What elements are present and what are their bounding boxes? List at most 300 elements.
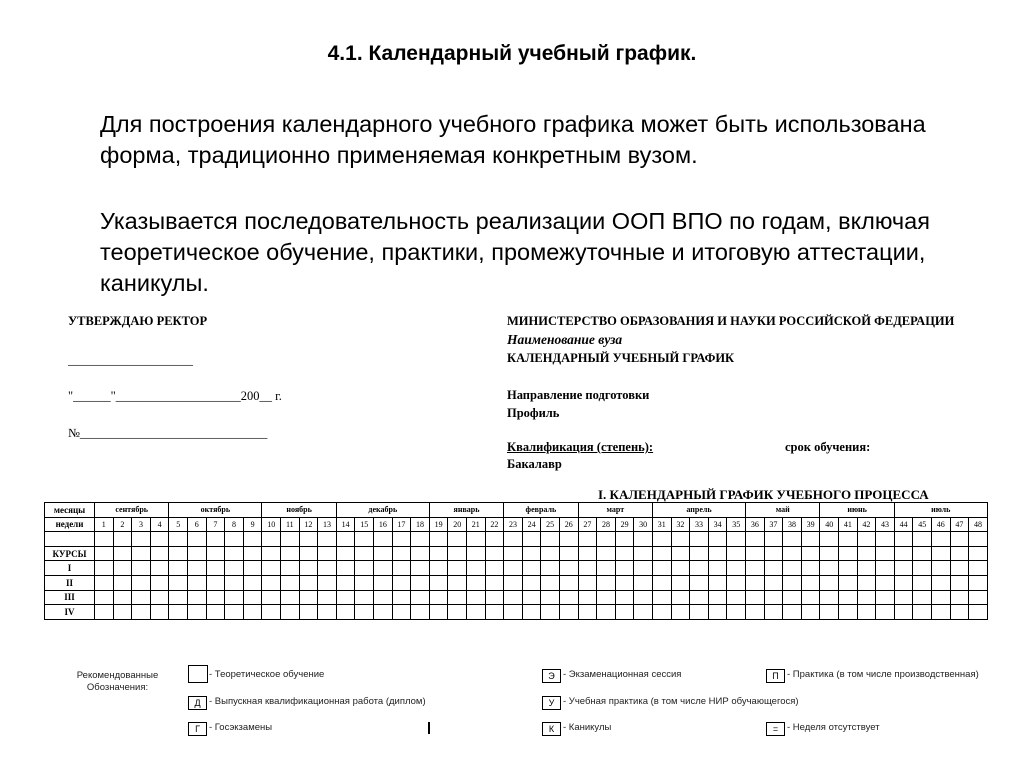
schedule-cell[interactable] [113, 532, 132, 547]
schedule-cell[interactable] [243, 561, 262, 576]
schedule-cell[interactable] [876, 605, 895, 620]
schedule-cell[interactable] [653, 575, 672, 590]
schedule-cell[interactable] [522, 605, 541, 620]
schedule-cell[interactable] [783, 532, 802, 547]
schedule-cell[interactable] [374, 590, 393, 605]
schedule-cell[interactable] [374, 605, 393, 620]
schedule-cell[interactable] [634, 575, 653, 590]
schedule-cell[interactable] [801, 575, 820, 590]
schedule-cell[interactable] [913, 575, 932, 590]
schedule-cell[interactable] [392, 575, 411, 590]
schedule-cell[interactable] [746, 605, 765, 620]
schedule-cell[interactable] [522, 532, 541, 547]
schedule-cell[interactable] [206, 605, 225, 620]
schedule-cell[interactable] [281, 561, 300, 576]
schedule-cell[interactable] [634, 546, 653, 561]
schedule-cell[interactable] [466, 532, 485, 547]
schedule-cell[interactable] [950, 546, 969, 561]
schedule-cell[interactable] [894, 590, 913, 605]
schedule-cell[interactable] [95, 575, 114, 590]
schedule-cell[interactable] [578, 546, 597, 561]
schedule-cell[interactable] [466, 561, 485, 576]
schedule-cell[interactable] [411, 546, 430, 561]
schedule-cell[interactable] [318, 561, 337, 576]
schedule-cell[interactable] [839, 590, 858, 605]
schedule-cell[interactable] [876, 575, 895, 590]
schedule-cell[interactable] [504, 546, 523, 561]
schedule-cell[interactable] [132, 590, 151, 605]
schedule-cell[interactable] [671, 575, 690, 590]
schedule-cell[interactable] [485, 575, 504, 590]
schedule-cell[interactable] [820, 546, 839, 561]
schedule-cell[interactable] [950, 561, 969, 576]
schedule-cell[interactable] [318, 575, 337, 590]
schedule-cell[interactable] [150, 575, 169, 590]
schedule-cell[interactable] [727, 561, 746, 576]
schedule-cell[interactable] [318, 590, 337, 605]
schedule-cell[interactable] [820, 575, 839, 590]
schedule-cell[interactable] [448, 532, 467, 547]
schedule-cell[interactable] [578, 590, 597, 605]
schedule-cell[interactable] [708, 590, 727, 605]
week-number-cell: 24 [522, 517, 541, 532]
schedule-cell[interactable] [708, 575, 727, 590]
schedule-cell[interactable] [281, 575, 300, 590]
schedule-cell[interactable] [206, 546, 225, 561]
schedule-cell[interactable] [931, 546, 950, 561]
schedule-cell[interactable] [243, 575, 262, 590]
schedule-cell[interactable] [746, 575, 765, 590]
schedule-cell[interactable] [690, 605, 709, 620]
schedule-cell[interactable] [448, 590, 467, 605]
week-number-cell: 14 [336, 517, 355, 532]
schedule-cell[interactable] [336, 605, 355, 620]
schedule-cell[interactable] [299, 561, 318, 576]
schedule-cell[interactable] [429, 605, 448, 620]
schedule-cell[interactable] [429, 561, 448, 576]
schedule-cell[interactable] [559, 605, 578, 620]
schedule-cell[interactable] [690, 590, 709, 605]
schedule-cell[interactable] [243, 546, 262, 561]
week-number-cell: 1 [95, 517, 114, 532]
schedule-cell[interactable] [299, 546, 318, 561]
schedule-cell[interactable] [299, 575, 318, 590]
schedule-cell[interactable] [597, 546, 616, 561]
schedule-cell[interactable] [690, 561, 709, 576]
schedule-cell[interactable] [931, 605, 950, 620]
schedule-cell[interactable] [448, 546, 467, 561]
schedule-cell[interactable] [522, 575, 541, 590]
schedule-cell[interactable] [876, 532, 895, 547]
schedule-cell[interactable] [615, 532, 634, 547]
schedule-cell[interactable] [466, 590, 485, 605]
schedule-cell[interactable] [764, 575, 783, 590]
schedule-cell[interactable] [225, 546, 244, 561]
schedule-cell[interactable] [95, 605, 114, 620]
schedule-cell[interactable] [690, 575, 709, 590]
schedule-cell[interactable] [671, 561, 690, 576]
schedule-cell[interactable] [336, 575, 355, 590]
schedule-cell[interactable] [262, 546, 281, 561]
schedule-cell[interactable] [913, 532, 932, 547]
week-number-cell: 19 [429, 517, 448, 532]
schedule-cell[interactable] [355, 546, 374, 561]
schedule-cell[interactable] [504, 590, 523, 605]
schedule-cell[interactable] [169, 590, 188, 605]
schedule-cell[interactable] [634, 532, 653, 547]
schedule-cell[interactable] [783, 546, 802, 561]
schedule-cell[interactable] [262, 561, 281, 576]
schedule-cell[interactable] [522, 546, 541, 561]
schedule-cell[interactable] [187, 590, 206, 605]
schedule-cell[interactable] [578, 532, 597, 547]
courses-header-row-label: КУРСЫ [45, 546, 95, 561]
schedule-cell[interactable] [876, 561, 895, 576]
schedule-cell[interactable] [783, 605, 802, 620]
schedule-cell[interactable] [225, 532, 244, 547]
schedule-cell[interactable] [448, 605, 467, 620]
schedule-cell[interactable] [746, 532, 765, 547]
schedule-cell[interactable] [857, 546, 876, 561]
schedule-cell[interactable] [150, 605, 169, 620]
schedule-cell[interactable] [132, 546, 151, 561]
schedule-cell[interactable] [820, 561, 839, 576]
schedule-cell[interactable] [671, 605, 690, 620]
schedule-cell[interactable] [597, 575, 616, 590]
schedule-cell[interactable] [708, 546, 727, 561]
schedule-cell[interactable] [578, 605, 597, 620]
schedule-cell[interactable] [132, 532, 151, 547]
schedule-cell[interactable] [727, 532, 746, 547]
schedule-cell[interactable] [262, 532, 281, 547]
schedule-cell[interactable] [504, 532, 523, 547]
schedule-cell[interactable] [225, 561, 244, 576]
schedule-cell[interactable] [857, 532, 876, 547]
schedule-cell[interactable] [746, 546, 765, 561]
schedule-cell[interactable] [466, 605, 485, 620]
schedule-cell[interactable] [429, 546, 448, 561]
week-number-cell: 17 [392, 517, 411, 532]
schedule-cell[interactable] [559, 546, 578, 561]
schedule-cell[interactable] [950, 532, 969, 547]
text-cursor [428, 722, 430, 734]
schedule-cell[interactable] [485, 605, 504, 620]
schedule-cell[interactable] [894, 605, 913, 620]
schedule-cell[interactable] [504, 575, 523, 590]
schedule-cell[interactable] [783, 590, 802, 605]
schedule-cell[interactable] [243, 532, 262, 547]
schedule-cell[interactable] [336, 590, 355, 605]
schedule-cell[interactable] [559, 561, 578, 576]
schedule-cell[interactable] [169, 605, 188, 620]
schedule-cell[interactable] [559, 575, 578, 590]
schedule-cell[interactable] [374, 561, 393, 576]
schedule-cell[interactable] [411, 561, 430, 576]
schedule-cell[interactable] [206, 575, 225, 590]
schedule-cell[interactable] [931, 532, 950, 547]
schedule-cell[interactable] [206, 532, 225, 547]
schedule-cell[interactable] [615, 605, 634, 620]
schedule-cell[interactable] [299, 605, 318, 620]
schedule-cell[interactable] [820, 590, 839, 605]
schedule-cell[interactable] [466, 546, 485, 561]
schedule-cell[interactable] [969, 561, 988, 576]
schedule-cell[interactable] [727, 605, 746, 620]
schedule-cell[interactable] [150, 546, 169, 561]
schedule-cell[interactable] [336, 561, 355, 576]
schedule-cell[interactable] [931, 590, 950, 605]
schedule-cell[interactable] [615, 561, 634, 576]
schedule-cell[interactable] [299, 532, 318, 547]
schedule-cell[interactable] [411, 605, 430, 620]
schedule-cell[interactable] [169, 546, 188, 561]
schedule-cell[interactable] [281, 532, 300, 547]
schedule-cell[interactable] [541, 575, 560, 590]
schedule-cell[interactable] [206, 561, 225, 576]
schedule-cell[interactable] [913, 590, 932, 605]
schedule-cell[interactable] [764, 590, 783, 605]
schedule-cell[interactable] [113, 575, 132, 590]
schedule-cell[interactable] [913, 561, 932, 576]
schedule-cell[interactable] [894, 561, 913, 576]
schedule-cell[interactable] [132, 575, 151, 590]
schedule-cell[interactable] [839, 561, 858, 576]
schedule-cell[interactable] [969, 532, 988, 547]
schedule-cell[interactable] [150, 590, 169, 605]
schedule-cell[interactable] [671, 546, 690, 561]
schedule-cell[interactable] [690, 546, 709, 561]
week-number-cell: 47 [950, 517, 969, 532]
schedule-cell[interactable] [950, 590, 969, 605]
schedule-cell[interactable] [801, 561, 820, 576]
schedule-cell[interactable] [169, 575, 188, 590]
schedule-cell[interactable] [634, 561, 653, 576]
schedule-cell[interactable] [969, 590, 988, 605]
schedule-cell[interactable] [541, 561, 560, 576]
schedule-cell[interactable] [541, 590, 560, 605]
schedule-cell[interactable] [653, 590, 672, 605]
schedule-cell[interactable] [169, 561, 188, 576]
schedule-cell[interactable] [429, 532, 448, 547]
schedule-cell[interactable] [913, 546, 932, 561]
schedule-cell[interactable] [243, 590, 262, 605]
schedule-cell[interactable] [392, 546, 411, 561]
schedule-cell[interactable] [746, 590, 765, 605]
schedule-cell[interactable] [764, 532, 783, 547]
schedule-cell[interactable] [355, 605, 374, 620]
schedule-cell[interactable] [95, 546, 114, 561]
schedule-cell[interactable] [708, 561, 727, 576]
schedule-cell[interactable] [578, 575, 597, 590]
week-number-cell: 30 [634, 517, 653, 532]
schedule-cell[interactable] [783, 575, 802, 590]
schedule-cell[interactable] [95, 532, 114, 547]
schedule-cell[interactable] [653, 532, 672, 547]
schedule-cell[interactable] [801, 590, 820, 605]
schedule-cell[interactable] [541, 546, 560, 561]
schedule-cell[interactable] [374, 575, 393, 590]
schedule-cell[interactable] [281, 590, 300, 605]
schedule-cell[interactable] [764, 546, 783, 561]
schedule-cell[interactable] [262, 605, 281, 620]
schedule-cell[interactable] [653, 605, 672, 620]
schedule-cell[interactable] [671, 532, 690, 547]
schedule-cell[interactable] [969, 605, 988, 620]
schedule-cell[interactable] [727, 590, 746, 605]
schedule-cell[interactable] [504, 605, 523, 620]
schedule-cell[interactable] [839, 532, 858, 547]
schedule-cell[interactable] [727, 575, 746, 590]
schedule-cell[interactable] [150, 532, 169, 547]
schedule-cell[interactable] [969, 575, 988, 590]
schedule-cell[interactable] [392, 561, 411, 576]
schedule-cell[interactable] [839, 546, 858, 561]
schedule-cell[interactable] [950, 605, 969, 620]
schedule-cell[interactable] [708, 605, 727, 620]
schedule-cell[interactable] [485, 590, 504, 605]
schedule-cell[interactable] [318, 605, 337, 620]
schedule-cell[interactable] [541, 605, 560, 620]
schedule-cell[interactable] [281, 605, 300, 620]
schedule-cell[interactable] [931, 575, 950, 590]
schedule-cell[interactable] [392, 605, 411, 620]
schedule-cell[interactable] [857, 590, 876, 605]
schedule-cell[interactable] [243, 605, 262, 620]
schedule-cell[interactable] [727, 546, 746, 561]
schedule-cell[interactable] [969, 546, 988, 561]
schedule-cell[interactable] [206, 590, 225, 605]
schedule-cell[interactable] [392, 532, 411, 547]
schedule-cell[interactable] [653, 561, 672, 576]
schedule-cell[interactable] [894, 546, 913, 561]
schedule-cell[interactable] [466, 575, 485, 590]
schedule-cell[interactable] [708, 532, 727, 547]
schedule-cell[interactable] [187, 546, 206, 561]
schedule-cell[interactable] [876, 590, 895, 605]
schedule-cell[interactable] [374, 546, 393, 561]
schedule-cell[interactable] [783, 561, 802, 576]
schedule-cell[interactable] [894, 532, 913, 547]
schedule-cell[interactable] [597, 532, 616, 547]
schedule-cell[interactable] [225, 590, 244, 605]
schedule-cell[interactable] [597, 561, 616, 576]
schedule-cell[interactable] [225, 575, 244, 590]
legend-item-text: - Практика (в том числе производственная) [787, 669, 979, 680]
schedule-cell[interactable] [690, 532, 709, 547]
schedule-cell[interactable] [113, 605, 132, 620]
schedule-cell[interactable] [764, 561, 783, 576]
schedule-cell[interactable] [448, 561, 467, 576]
schedule-cell[interactable] [857, 605, 876, 620]
schedule-cell[interactable] [169, 532, 188, 547]
schedule-cell[interactable] [913, 605, 932, 620]
schedule-cell[interactable] [225, 605, 244, 620]
schedule-cell[interactable] [634, 590, 653, 605]
schedule-cell[interactable] [187, 575, 206, 590]
schedule-cell[interactable] [931, 561, 950, 576]
schedule-cell[interactable] [522, 590, 541, 605]
schedule-cell[interactable] [262, 590, 281, 605]
schedule-cell[interactable] [150, 561, 169, 576]
schedule-cell[interactable] [615, 575, 634, 590]
schedule-cell[interactable] [95, 590, 114, 605]
schedule-cell[interactable] [281, 546, 300, 561]
schedule-cell[interactable] [894, 575, 913, 590]
schedule-cell[interactable] [132, 561, 151, 576]
schedule-cell[interactable] [559, 590, 578, 605]
schedule-cell[interactable] [839, 605, 858, 620]
schedule-cell[interactable] [355, 590, 374, 605]
schedule-cell[interactable] [857, 575, 876, 590]
schedule-cell[interactable] [318, 546, 337, 561]
schedule-cell[interactable] [653, 546, 672, 561]
schedule-cell[interactable] [113, 561, 132, 576]
course-row [45, 590, 988, 605]
schedule-cell[interactable] [857, 561, 876, 576]
schedule-cell[interactable] [429, 575, 448, 590]
schedule-cell[interactable] [355, 575, 374, 590]
schedule-cell[interactable] [876, 546, 895, 561]
schedule-cell[interactable] [299, 590, 318, 605]
schedule-cell[interactable] [355, 561, 374, 576]
schedule-cell[interactable] [411, 532, 430, 547]
schedule-cell[interactable] [336, 532, 355, 547]
schedule-cell[interactable] [187, 561, 206, 576]
schedule-cell[interactable] [820, 532, 839, 547]
schedule-cell[interactable] [615, 590, 634, 605]
schedule-cell[interactable] [746, 561, 765, 576]
schedule-cell[interactable] [671, 590, 690, 605]
schedule-cell[interactable] [597, 590, 616, 605]
schedule-cell[interactable] [187, 605, 206, 620]
schedule-cell[interactable] [95, 561, 114, 576]
schedule-cell[interactable] [634, 605, 653, 620]
schedule-cell[interactable] [411, 590, 430, 605]
schedule-cell[interactable] [764, 605, 783, 620]
schedule-cell[interactable] [559, 532, 578, 547]
schedule-cell[interactable] [541, 532, 560, 547]
schedule-cell[interactable] [318, 532, 337, 547]
schedule-cell[interactable] [336, 546, 355, 561]
courses-header-row [45, 546, 988, 561]
schedule-cell[interactable] [522, 561, 541, 576]
schedule-cell[interactable] [187, 532, 206, 547]
schedule-cell[interactable] [839, 575, 858, 590]
schedule-cell[interactable] [262, 575, 281, 590]
schedule-cell[interactable] [411, 575, 430, 590]
schedule-cell[interactable] [485, 561, 504, 576]
schedule-cell[interactable] [132, 605, 151, 620]
schedule-cell[interactable] [392, 590, 411, 605]
schedule-cell[interactable] [950, 575, 969, 590]
schedule-cell[interactable] [615, 546, 634, 561]
schedule-cell[interactable] [578, 561, 597, 576]
schedule-cell[interactable] [801, 605, 820, 620]
schedule-cell[interactable] [374, 532, 393, 547]
schedule-cell[interactable] [485, 546, 504, 561]
schedule-cell[interactable] [820, 605, 839, 620]
schedule-cell[interactable] [801, 546, 820, 561]
schedule-cell[interactable] [485, 532, 504, 547]
schedule-cell[interactable] [355, 532, 374, 547]
schedule-cell[interactable] [448, 575, 467, 590]
schedule-cell[interactable] [504, 561, 523, 576]
schedule-cell[interactable] [597, 605, 616, 620]
schedule-cell[interactable] [113, 546, 132, 561]
schedule-cell[interactable] [429, 590, 448, 605]
schedule-cell[interactable] [801, 532, 820, 547]
schedule-cell[interactable] [113, 590, 132, 605]
